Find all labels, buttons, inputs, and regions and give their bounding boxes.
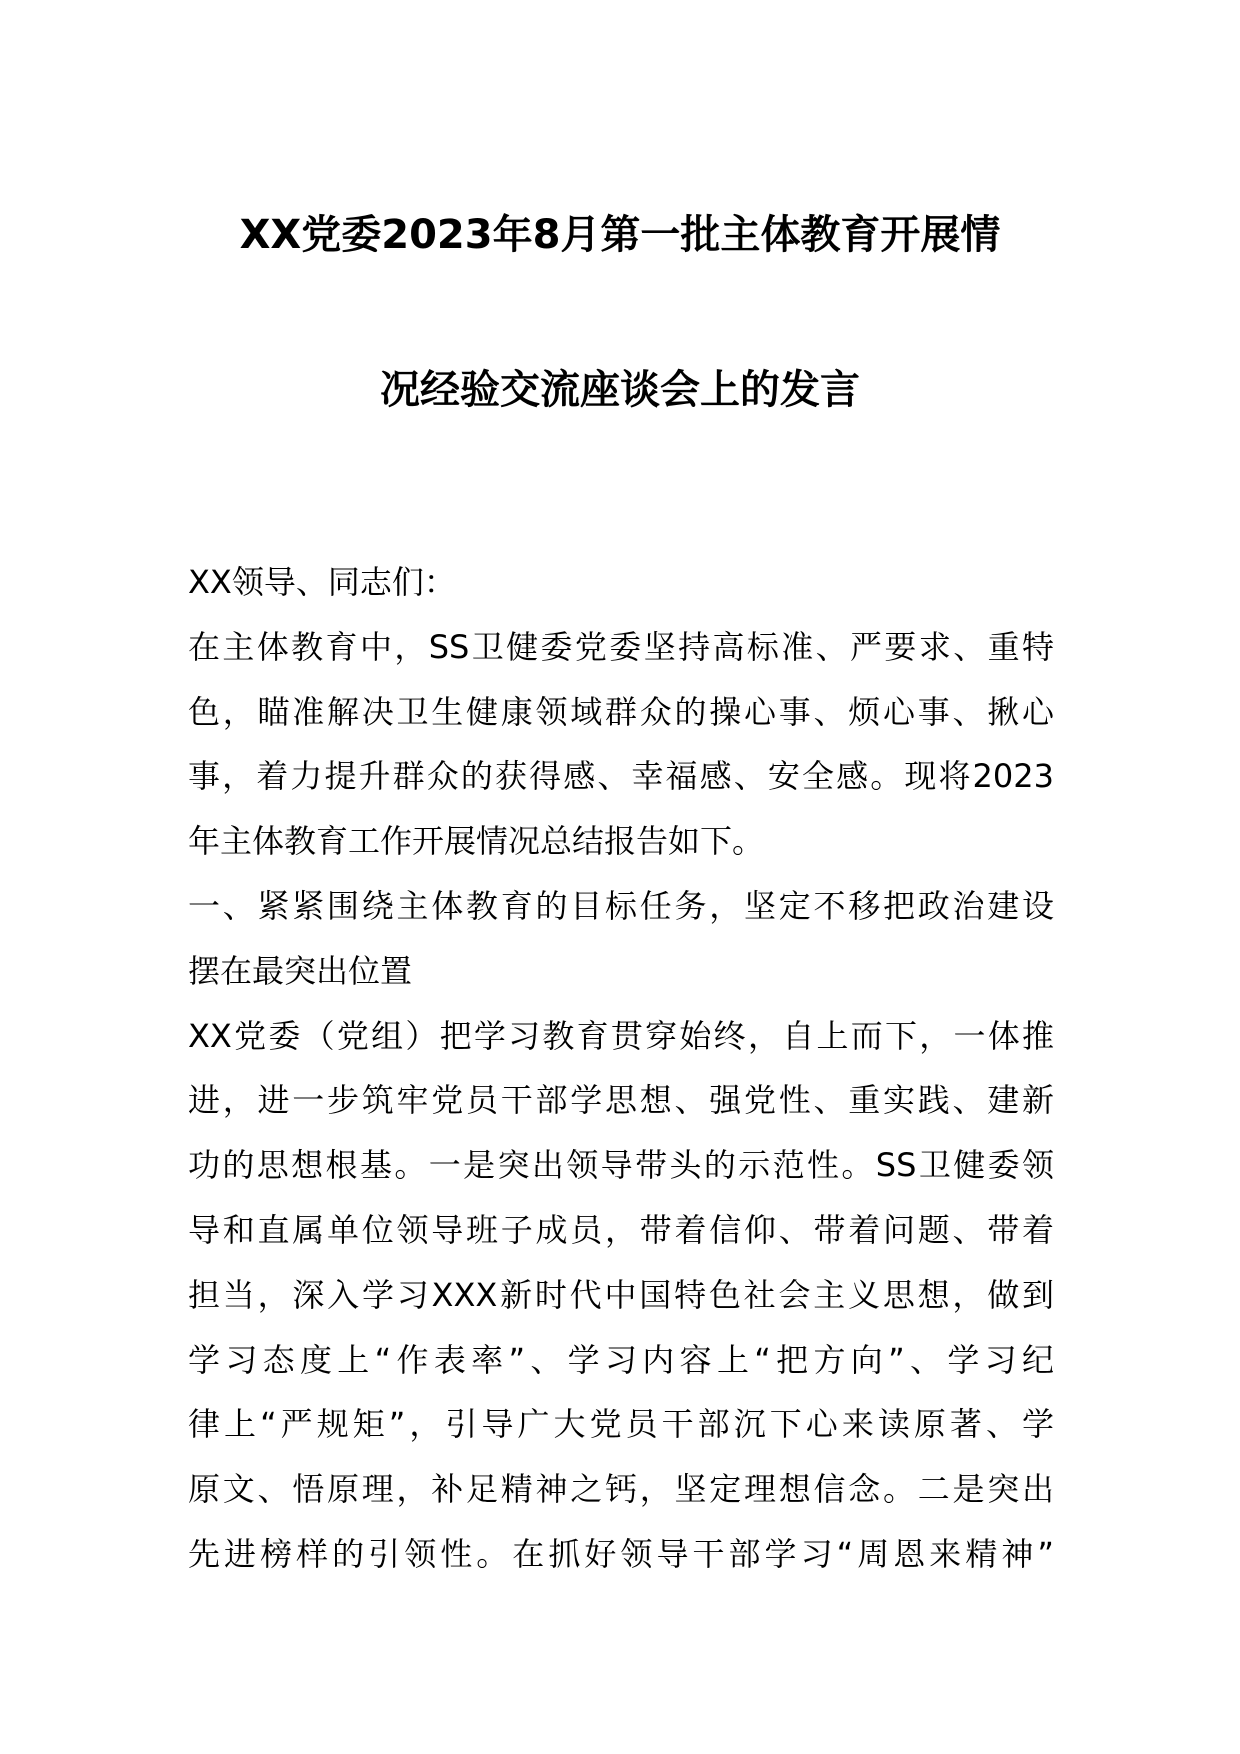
salutation: XX领导、同志们： [188, 563, 456, 601]
paragraph-2-line: 担当，深入学习XXX新时代中国特色社会主义思想，做到 [188, 1275, 1054, 1314]
paragraph-2-line: XX党委（党组）把学习教育贯穿始终，自上而下，一体推 [188, 1016, 1054, 1055]
section-heading-1-line: 摆在最突出位置 [188, 951, 413, 990]
paragraph-1-line: 事，着力提升群众的获得感、幸福感、安全感。现将2023 [188, 757, 1054, 796]
document-title-line-2: 况经验交流座谈会上的发言 [380, 367, 860, 413]
paragraph-2-line: 进，进一步筑牢党员干部学思想、强党性、重实践、建新 [188, 1081, 1054, 1120]
paragraph-2-line: 功的思想根基。一是突出领导带头的示范性。SS卫健委领 [188, 1146, 1054, 1185]
paragraph-1-line: 色，瞄准解决卫生健康领域群众的操心事、烦心事、揪心 [188, 692, 1054, 731]
paragraph-2-line: 先进榜样的引领性。在抓好领导干部学习“周恩来精神” [188, 1534, 1054, 1573]
paragraph-1-line: 在主体教育中，SS卫健委党委坚持高标准、严要求、重特 [188, 627, 1054, 666]
paragraph-2-line: 导和直属单位领导班子成员，带着信仰、带着问题、带着 [188, 1210, 1054, 1249]
document-body [188, 550, 1054, 1587]
paragraph-2-line: 原文、悟原理，补足精神之钙，坚定理想信念。二是突出 [188, 1470, 1054, 1509]
paragraph-1-line: 年主体教育工作开展情况总结报告如下。 [188, 822, 765, 861]
document-title-line-1: XX党委2023年8月第一批主体教育开展情 [239, 212, 1001, 258]
paragraph-2-line: 学习态度上“作表率”、学习内容上“把方向”、学习纪 [188, 1340, 1054, 1379]
section-heading-1-line: 一、紧紧围绕主体教育的目标任务，坚定不移把政治建设 [188, 886, 1054, 925]
paragraph-2-line: 律上“严规矩”，引导广大党员干部沉下心来读原著、学 [188, 1405, 1054, 1444]
